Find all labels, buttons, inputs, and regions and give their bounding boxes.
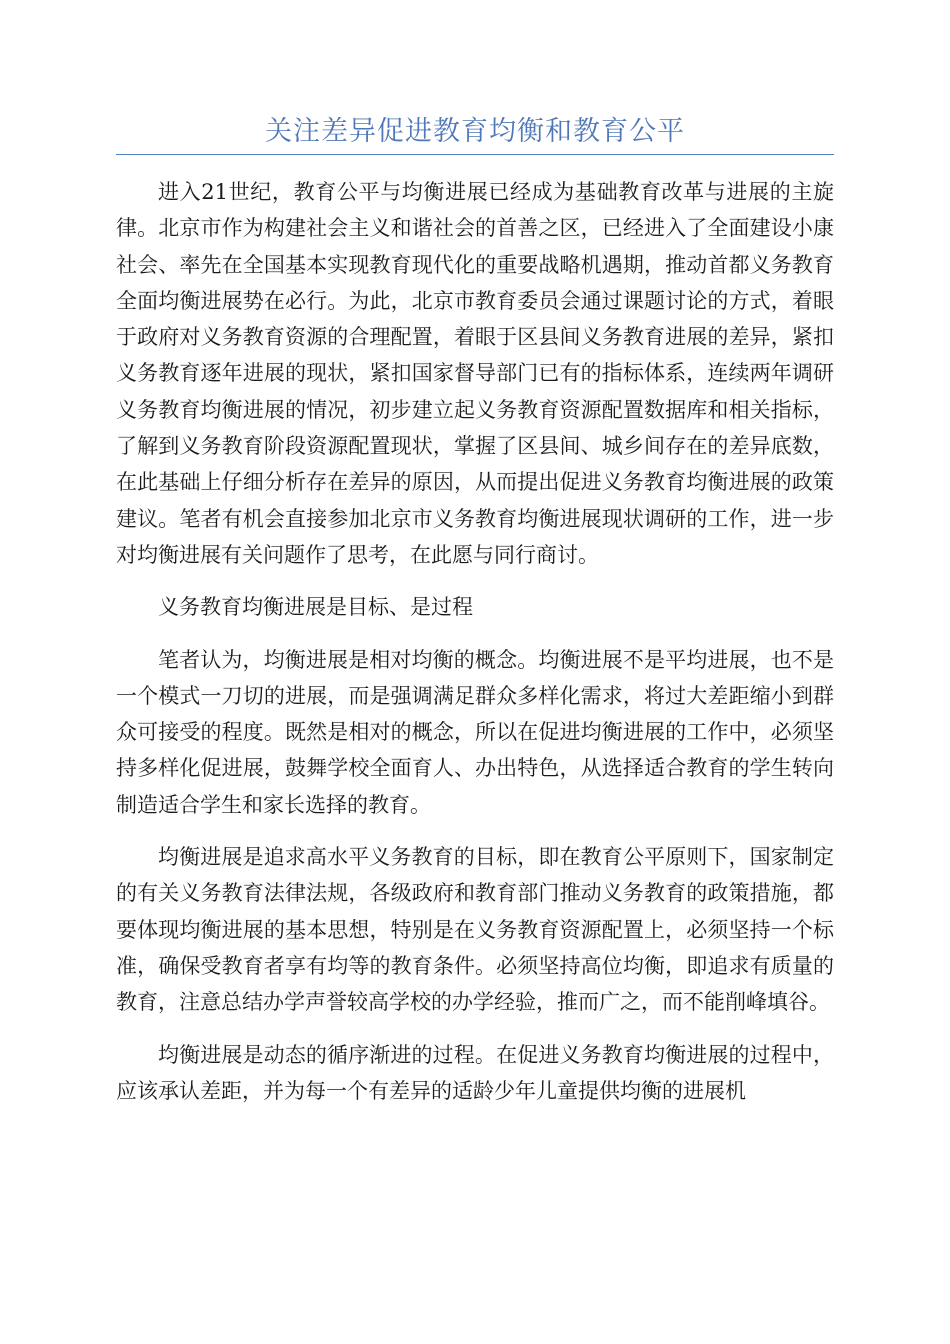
paragraph-goal: 均衡进展是追求高水平义务教育的目标，即在教育公平原则下，国家制定的有关义务教育法律法规，各级政府和教育部门推动义务教育的政策措施，都要体现均衡进展的基本思想，特别是在义务教育资源配置上，必须坚持一个标准，确保受教育者享有均等的教育条件。必须坚持高位均衡，即追求有质量的教育，注意总结办学声誉较高学校的办学经验，推而广之，而不能削峰填谷。: [116, 845, 834, 1015]
paragraph-process: 均衡进展是动态的循序渐进的过程。在促进义务教育均衡进展的过程中，应该承认差距，并为每一个有差异的适龄少年儿童提供均衡的进展机: [116, 1042, 834, 1103]
document-body: [116, 174, 834, 1109]
paragraph-relative-balance: 笔者认为，均衡进展是相对均衡的概念。均衡进展不是平均进展，也不是一个模式一刀切的进展，而是强调满足群众多样化需求，将过大差距缩小到群众可接受的程度。既然是相对的概念，所以在促进均衡进展的工作中，必须坚持多样化促进展，鼓舞学校全面育人、办出特色，从选择适合教育的学生转向制造适合学生和家长选择的教育。: [116, 647, 834, 817]
section-heading: 义务教育均衡进展是目标、是过程: [158, 595, 473, 620]
title-underline: [116, 154, 834, 155]
document-title: 关注差异促进教育均衡和教育公平: [265, 116, 685, 147]
paragraph-intro: 进入21世纪，教育公平与均衡进展已经成为基础教育改革与进展的主旋律。北京市作为构建社会主义和谐社会的首善之区，已经进入了全面建设小康社会、率先在全国基本实现教育现代化的重要战略机遇期，推动首都义务教育全面均衡进展势在必行。为此，北京市教育委员会通过课题讨论的方式，着眼于政府对义务教育资源的合理配置，着眼于区县间义务教育进展的差异，紧扣义务教育逐年进展的现状，紧扣国家督导部门已有的指标体系，连续两年调研义务教育均衡进展的情况，初步建立起义务教育资源配置数据库和相关指标，了解到义务教育阶段资源配置现状，掌握了区县间、城乡间存在的差异底数，在此基础上仔细分析存在差异的原因，从而提出促进义务教育均衡进展的政策建议。笔者有机会直接参加北京市义务教育均衡进展现状调研的工作，进一步对均衡进展有关问题作了思考，在此愿与同行商讨。: [116, 180, 834, 567]
